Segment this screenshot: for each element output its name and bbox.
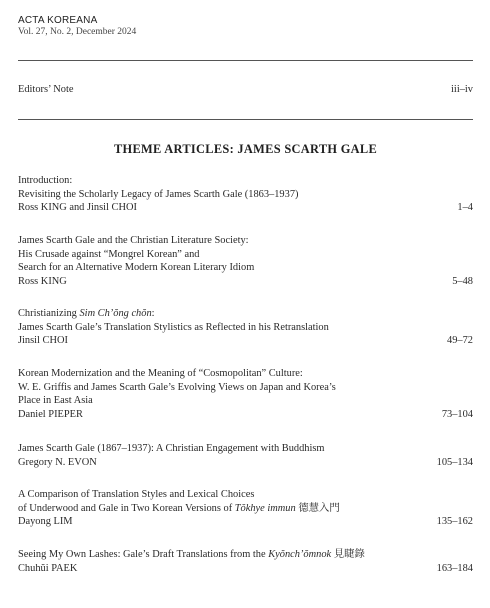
article-title-italic: Tŏkhye immun — [234, 502, 296, 514]
article-pages: 1–4 — [457, 202, 473, 214]
article-title-italic: Sim Ch’ŏng chŏn — [79, 308, 152, 319]
article-authors: Jinsil CHOI — [18, 335, 68, 347]
article-entry[interactable] — [18, 442, 473, 469]
article-entry[interactable] — [18, 367, 473, 421]
article-entry[interactable] — [18, 174, 473, 215]
article-title-line: James Scarth Gale’s Translation Stylistics as Reflected in his Retranslation — [18, 321, 329, 333]
article-pages: 73–104 — [441, 408, 473, 420]
article-authors: Ross KING and Jinsil CHOI — [18, 202, 137, 214]
article-pages: 163–184 — [436, 562, 473, 574]
article-entry[interactable] — [18, 488, 473, 529]
article-authors: Dayong LIM — [18, 516, 73, 528]
article-title-line: Introduction: — [18, 175, 73, 186]
article-title-line: James Scarth Gale (1867–1937): A Christian Engagement with Buddhism — [18, 443, 325, 454]
section-title: THEME ARTICLES: JAMES SCARTH GALE — [113, 142, 378, 156]
article-title-line: Korean Modernization and the Meaning of “Cosmopolitan” Culture: — [18, 368, 303, 379]
article-pages: 135–162 — [436, 516, 473, 528]
article-title-line: W. E. Griffis and James Scarth Gale’s Evolving Views on Japan and Korea’s — [18, 381, 336, 393]
article-pages: 5–48 — [452, 275, 473, 287]
article-entry[interactable] — [18, 234, 473, 288]
article-entry[interactable] — [18, 307, 473, 348]
article-title-line: Christianizing Sim Ch’ŏng chŏn: — [18, 308, 155, 319]
article-title-line: of Underwood and Gale in Two Korean Versions of Tŏkhye immun 德慧入門 — [18, 502, 340, 514]
article-pages: 49–72 — [447, 335, 473, 347]
article-authors: Chuhŭi PAEK — [18, 562, 78, 574]
article-title-line: Place in East Asia — [18, 395, 93, 407]
article-title-italic: Kyŏnch’ŏmnok — [268, 549, 332, 560]
article-authors: Daniel PIEPER — [18, 408, 83, 420]
journal-volume: Vol. 27, No. 2, December 2024 — [18, 27, 137, 37]
journal-name: ACTA KOREANA — [18, 15, 98, 26]
editors-note-title: Editors’ Note — [18, 84, 74, 95]
article-authors: Ross KING — [18, 275, 67, 287]
article-title-line: His Crusade against “Mongrel Korean” and — [18, 248, 200, 260]
editors-note-pages: iii–iv — [451, 84, 473, 95]
article-title-line: Seeing My Own Lashes: Gale’s Draft Translations from the Kyŏnch’ŏmnok 見睫錄 — [18, 549, 365, 560]
divider — [18, 60, 473, 61]
article-title-line: Revisiting the Scholarly Legacy of James Scarth Gale (1863–1937) — [18, 188, 299, 200]
article-title-line: Search for an Alternative Modern Korean Literary Idiom — [18, 262, 255, 274]
article-authors: Gregory N. EVON — [18, 456, 97, 468]
article-pages: 105–134 — [436, 456, 473, 468]
journal-header — [18, 15, 136, 37]
article-title-line: James Scarth Gale and the Christian Literature Society: — [18, 235, 249, 246]
article-entry[interactable] — [18, 548, 473, 575]
divider — [18, 119, 473, 120]
editors-note-entry[interactable] — [18, 83, 473, 97]
article-title-line: A Comparison of Translation Styles and Lexical Choices — [18, 489, 255, 500]
